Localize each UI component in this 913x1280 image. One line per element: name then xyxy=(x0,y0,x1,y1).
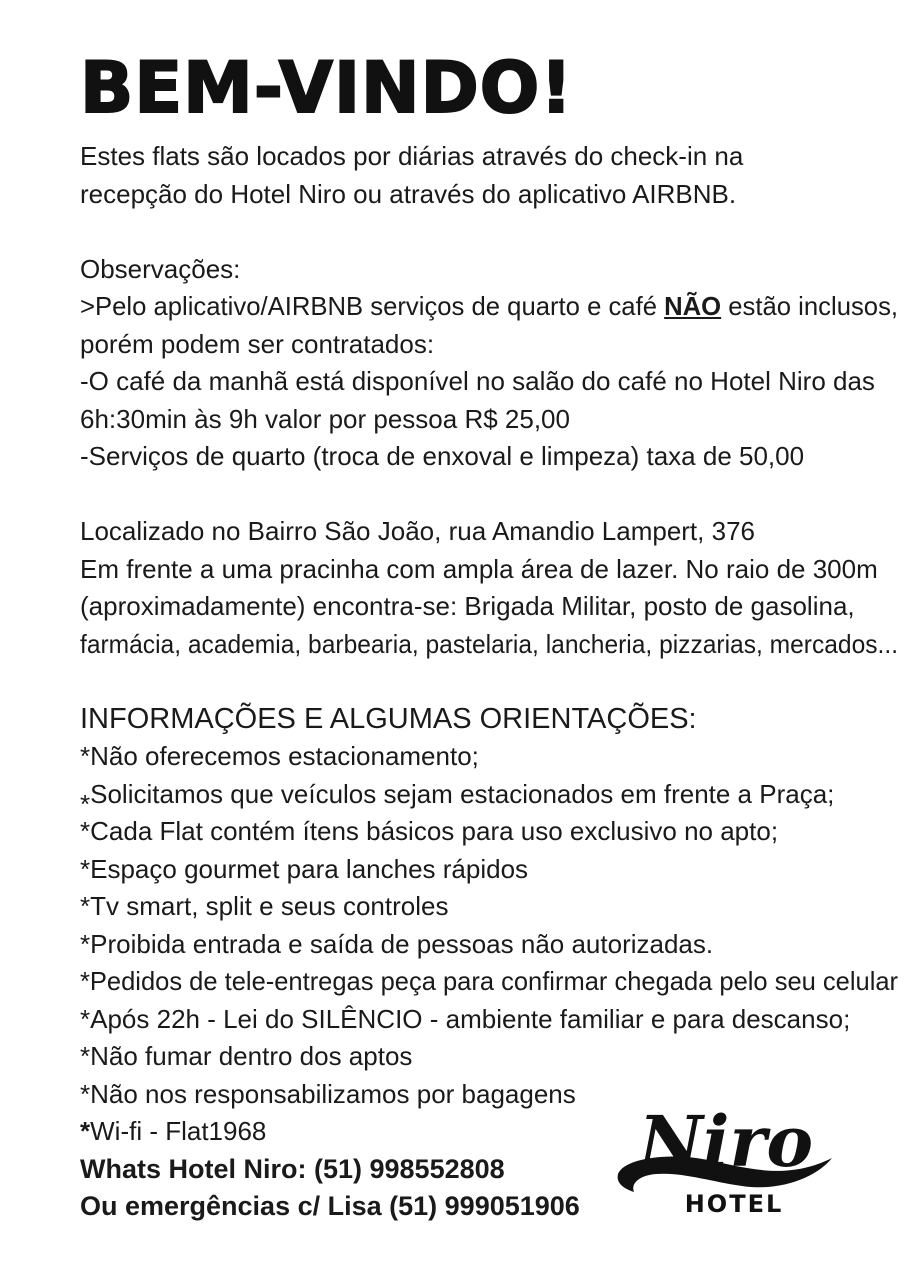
info-item: *Não oferecemos estacionamento; xyxy=(80,741,479,771)
observacoes-line: porém podem ser contratados: xyxy=(80,328,435,359)
info-item: *Proibida entrada e saída de pessoas não autorizadas. xyxy=(80,928,714,959)
informacoes-heading: INFORMAÇÕES E ALGUMAS ORIENTAÇÕES: xyxy=(80,702,697,735)
localizacao-line: Em frente a uma pracinha com ampla área de lazer. No raio de 300m xyxy=(80,553,878,584)
intro-line: recepção do Hotel Niro ou através do aplicativo AIRBNB. xyxy=(80,178,737,209)
info-item: *Após 22h - Lei do SILÊNCIO - ambiente familiar e para descanso; xyxy=(80,1003,851,1034)
info-item: *Tv smart, split e seus controles xyxy=(80,891,449,921)
info-item: *Solicitamos que veículos sejam estacionados em frente a Praça; xyxy=(80,778,835,819)
observacoes-line: >Pelo aplicativo/AIRBNB serviços de quarto e café NÃO estão inclusos, xyxy=(80,291,899,321)
flyer-body xyxy=(80,138,905,1226)
info-item: *Não nos responsabilizamos por bagagens xyxy=(80,1078,576,1109)
observacoes-line: -O café da manhã está disponível no salão do café no Hotel Niro das xyxy=(80,366,875,396)
info-item: *Espaço gourmet para lanches rápidos xyxy=(80,853,529,884)
localizacao-line: Localizado no Bairro São João, rua Amandio Lampert, 376 xyxy=(80,516,755,546)
info-item: *Pedidos de tele-entregas peça para confirmar chegada pelo seu celular xyxy=(80,966,899,996)
localizacao-line: (aproximadamente) encontra-se: Brigada Militar, posto de gasolina, xyxy=(80,591,855,621)
intro-line: Estes flats são locados por diárias através do check-in na xyxy=(80,141,744,171)
page-title: BEM-VINDO! xyxy=(80,47,574,129)
wifi-item: *Wi-fi - Flat1968 xyxy=(80,1116,267,1146)
logo-word: HOTEL xyxy=(684,1190,784,1218)
hotel-niro-logo xyxy=(612,1088,840,1220)
info-item: *Cada Flat contém ítens básicos para uso exclusivo no apto; xyxy=(80,816,779,846)
whatsapp-contact: Whats Hotel Niro: (51) 998552808 xyxy=(80,1153,505,1184)
star-mark: * xyxy=(80,788,91,819)
observacoes-line: 6h:30min às 9h valor por pessoa R$ 25,00 xyxy=(80,403,570,434)
localizacao-line: farmácia, academia, barbearia, pastelaria, lancheria, pizzarias, mercados... xyxy=(80,628,899,659)
logo-script: Niro xyxy=(638,1100,814,1183)
info-item: *Não fumar dentro dos aptos xyxy=(80,1041,413,1071)
observacoes-heading: Observações: xyxy=(80,253,241,284)
nao-emphasis: NÃO xyxy=(664,291,722,321)
star-mark: * xyxy=(80,1116,91,1146)
observacoes-line: -Serviços de quarto (troca de enxoval e limpeza) taxa de 50,00 xyxy=(80,441,805,471)
emergency-contact: Ou emergências c/ Lisa (51) 999051906 xyxy=(80,1191,580,1221)
